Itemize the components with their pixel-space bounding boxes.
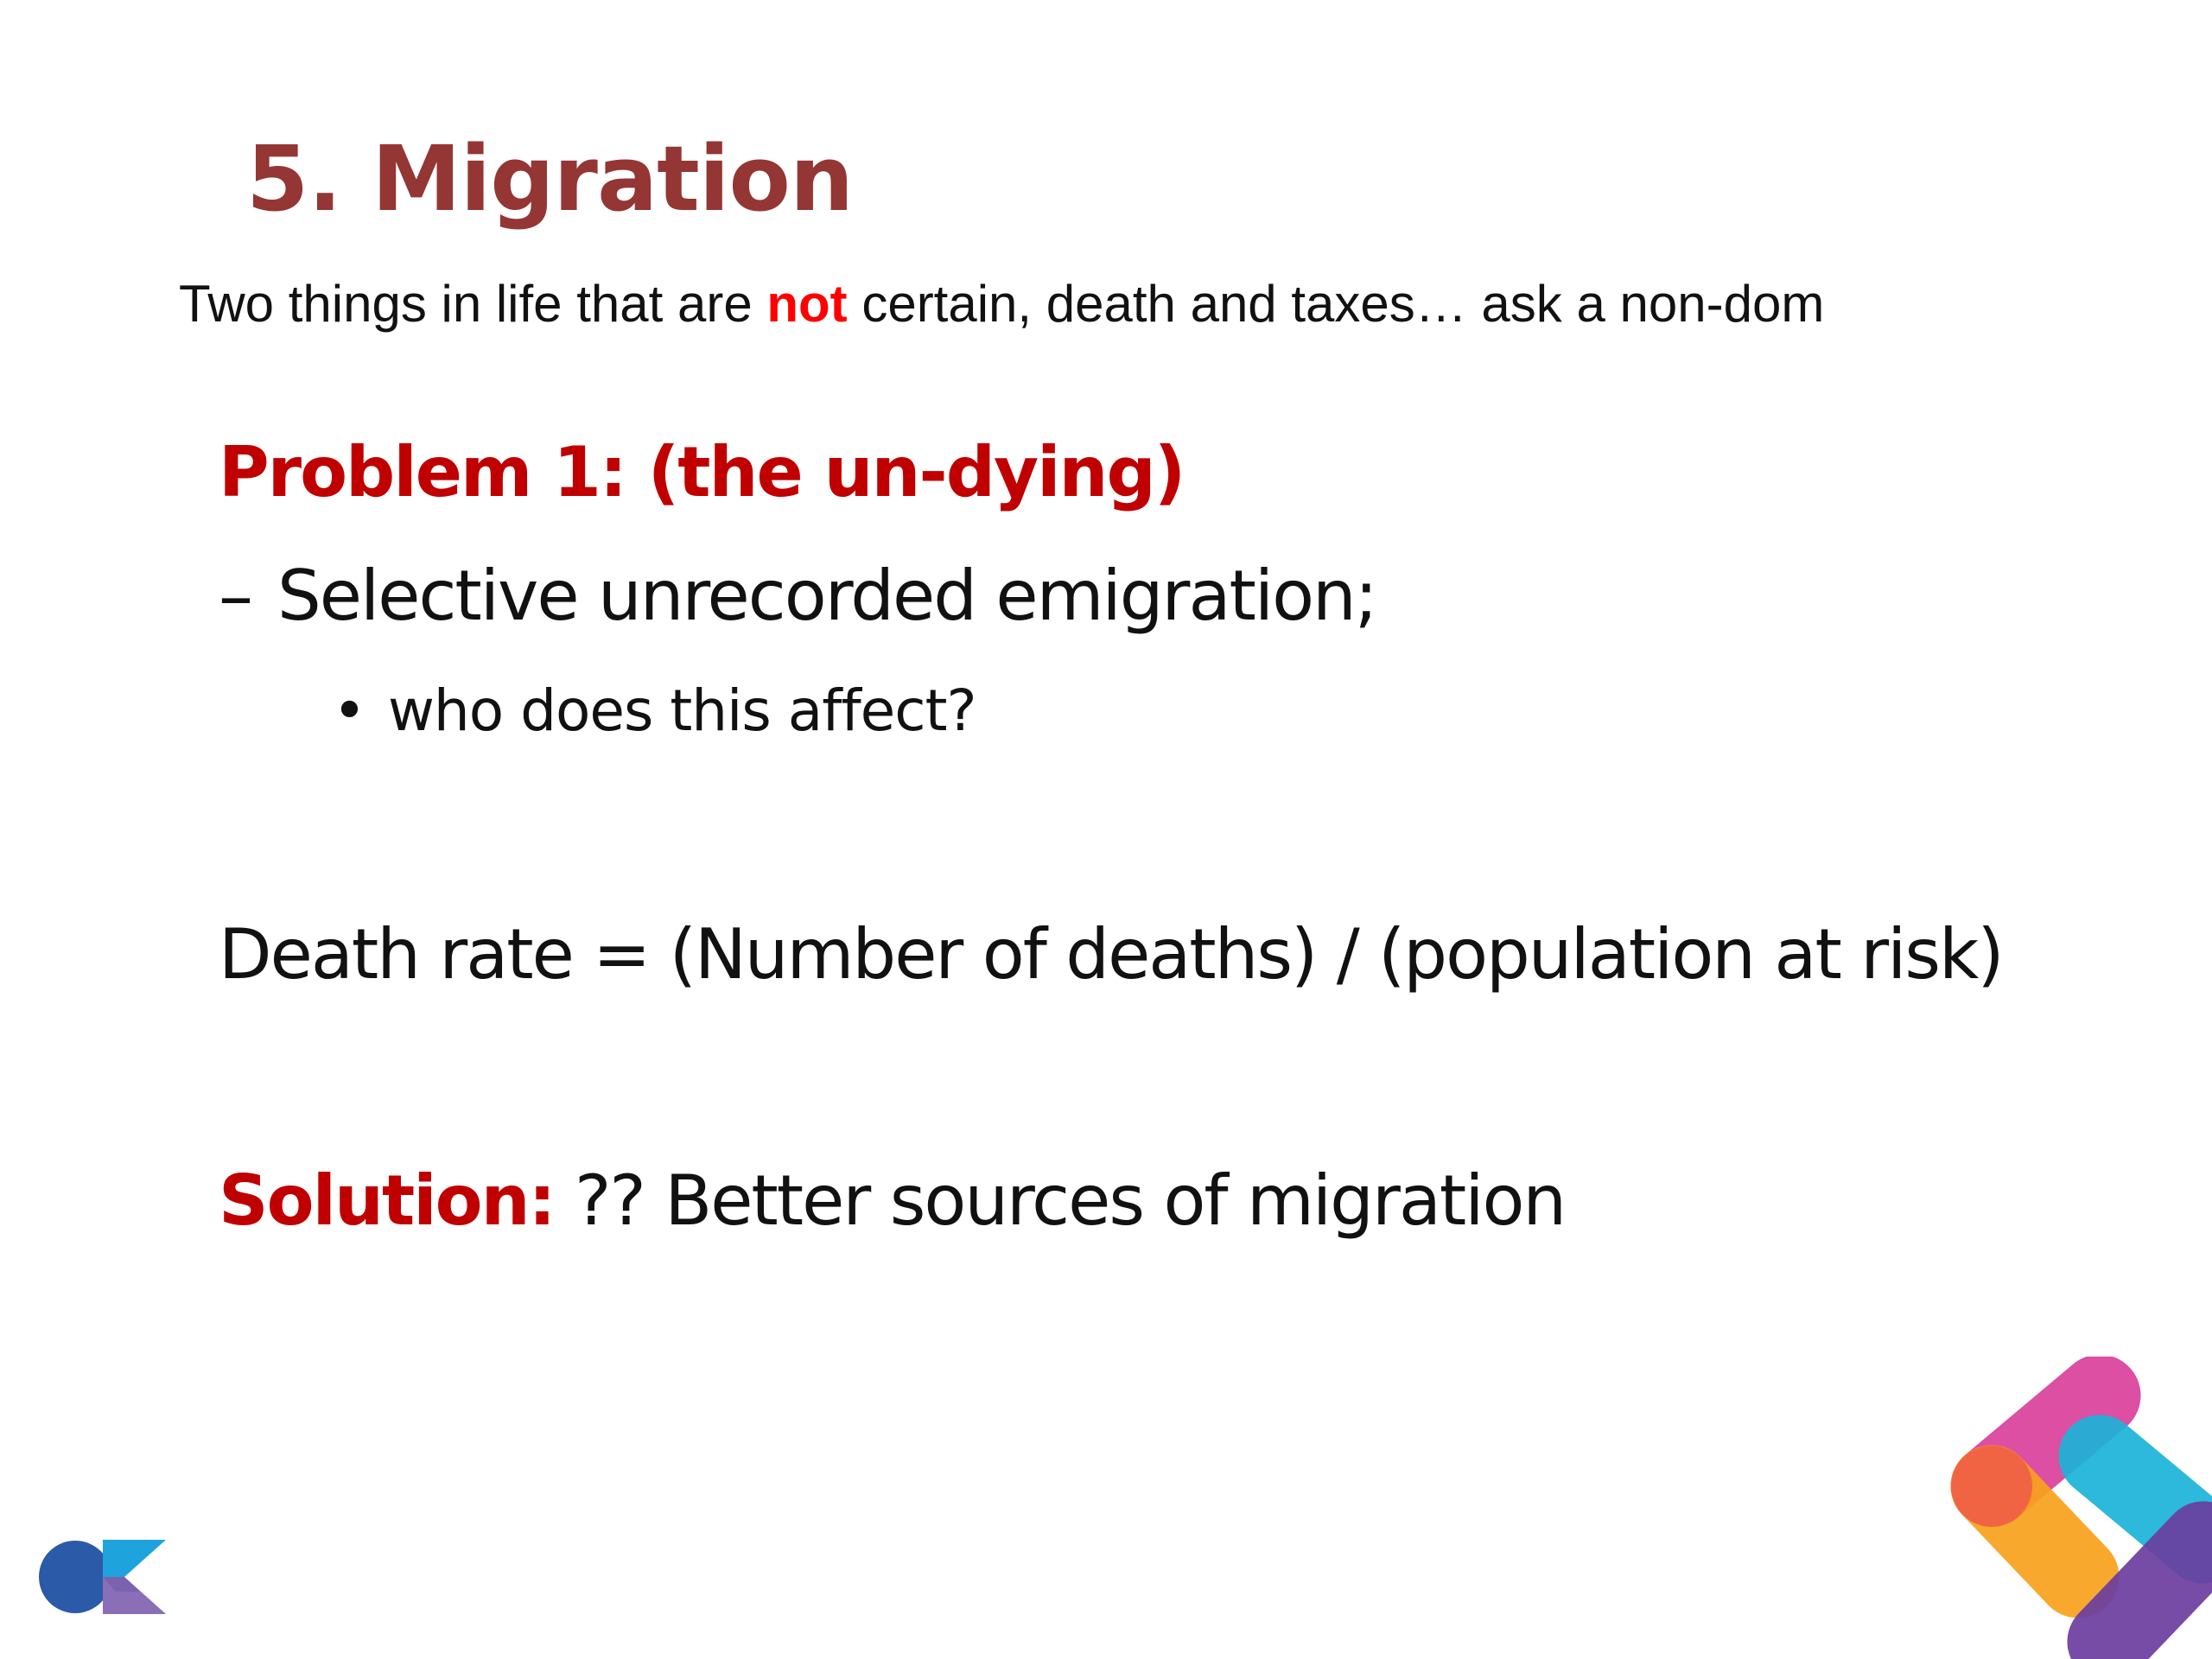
bullet-level2-text: who does this affect? <box>387 677 976 744</box>
brand-logo-icon <box>38 1538 168 1616</box>
subtitle-text-after: certain, death and taxes… ask a non-dom <box>847 275 1825 333</box>
chevron-logo-icon <box>1927 1357 2212 1659</box>
dash-marker: – <box>219 556 251 636</box>
slide-title: 5. Migration <box>246 126 853 232</box>
bullet-level1-text: Selective unrecorded emigration; <box>277 556 1376 636</box>
subtitle-text-before: Two things in life that are <box>179 275 767 333</box>
death-rate-formula: Death rate = (Number of deaths) / (population at risk) <box>219 914 2003 995</box>
solution-label: Solution: <box>219 1160 555 1241</box>
bullet-level2 <box>333 677 976 744</box>
problem-heading: Problem 1: (the un-dying) <box>219 432 1185 512</box>
slide-subtitle <box>179 275 1825 333</box>
bullet-level1 <box>219 556 1376 636</box>
solution-line <box>219 1160 1566 1241</box>
bullet-marker: • <box>333 677 365 744</box>
solution-text: ?? Better sources of migration <box>554 1160 1566 1241</box>
subtitle-emphasis: not <box>766 275 848 333</box>
